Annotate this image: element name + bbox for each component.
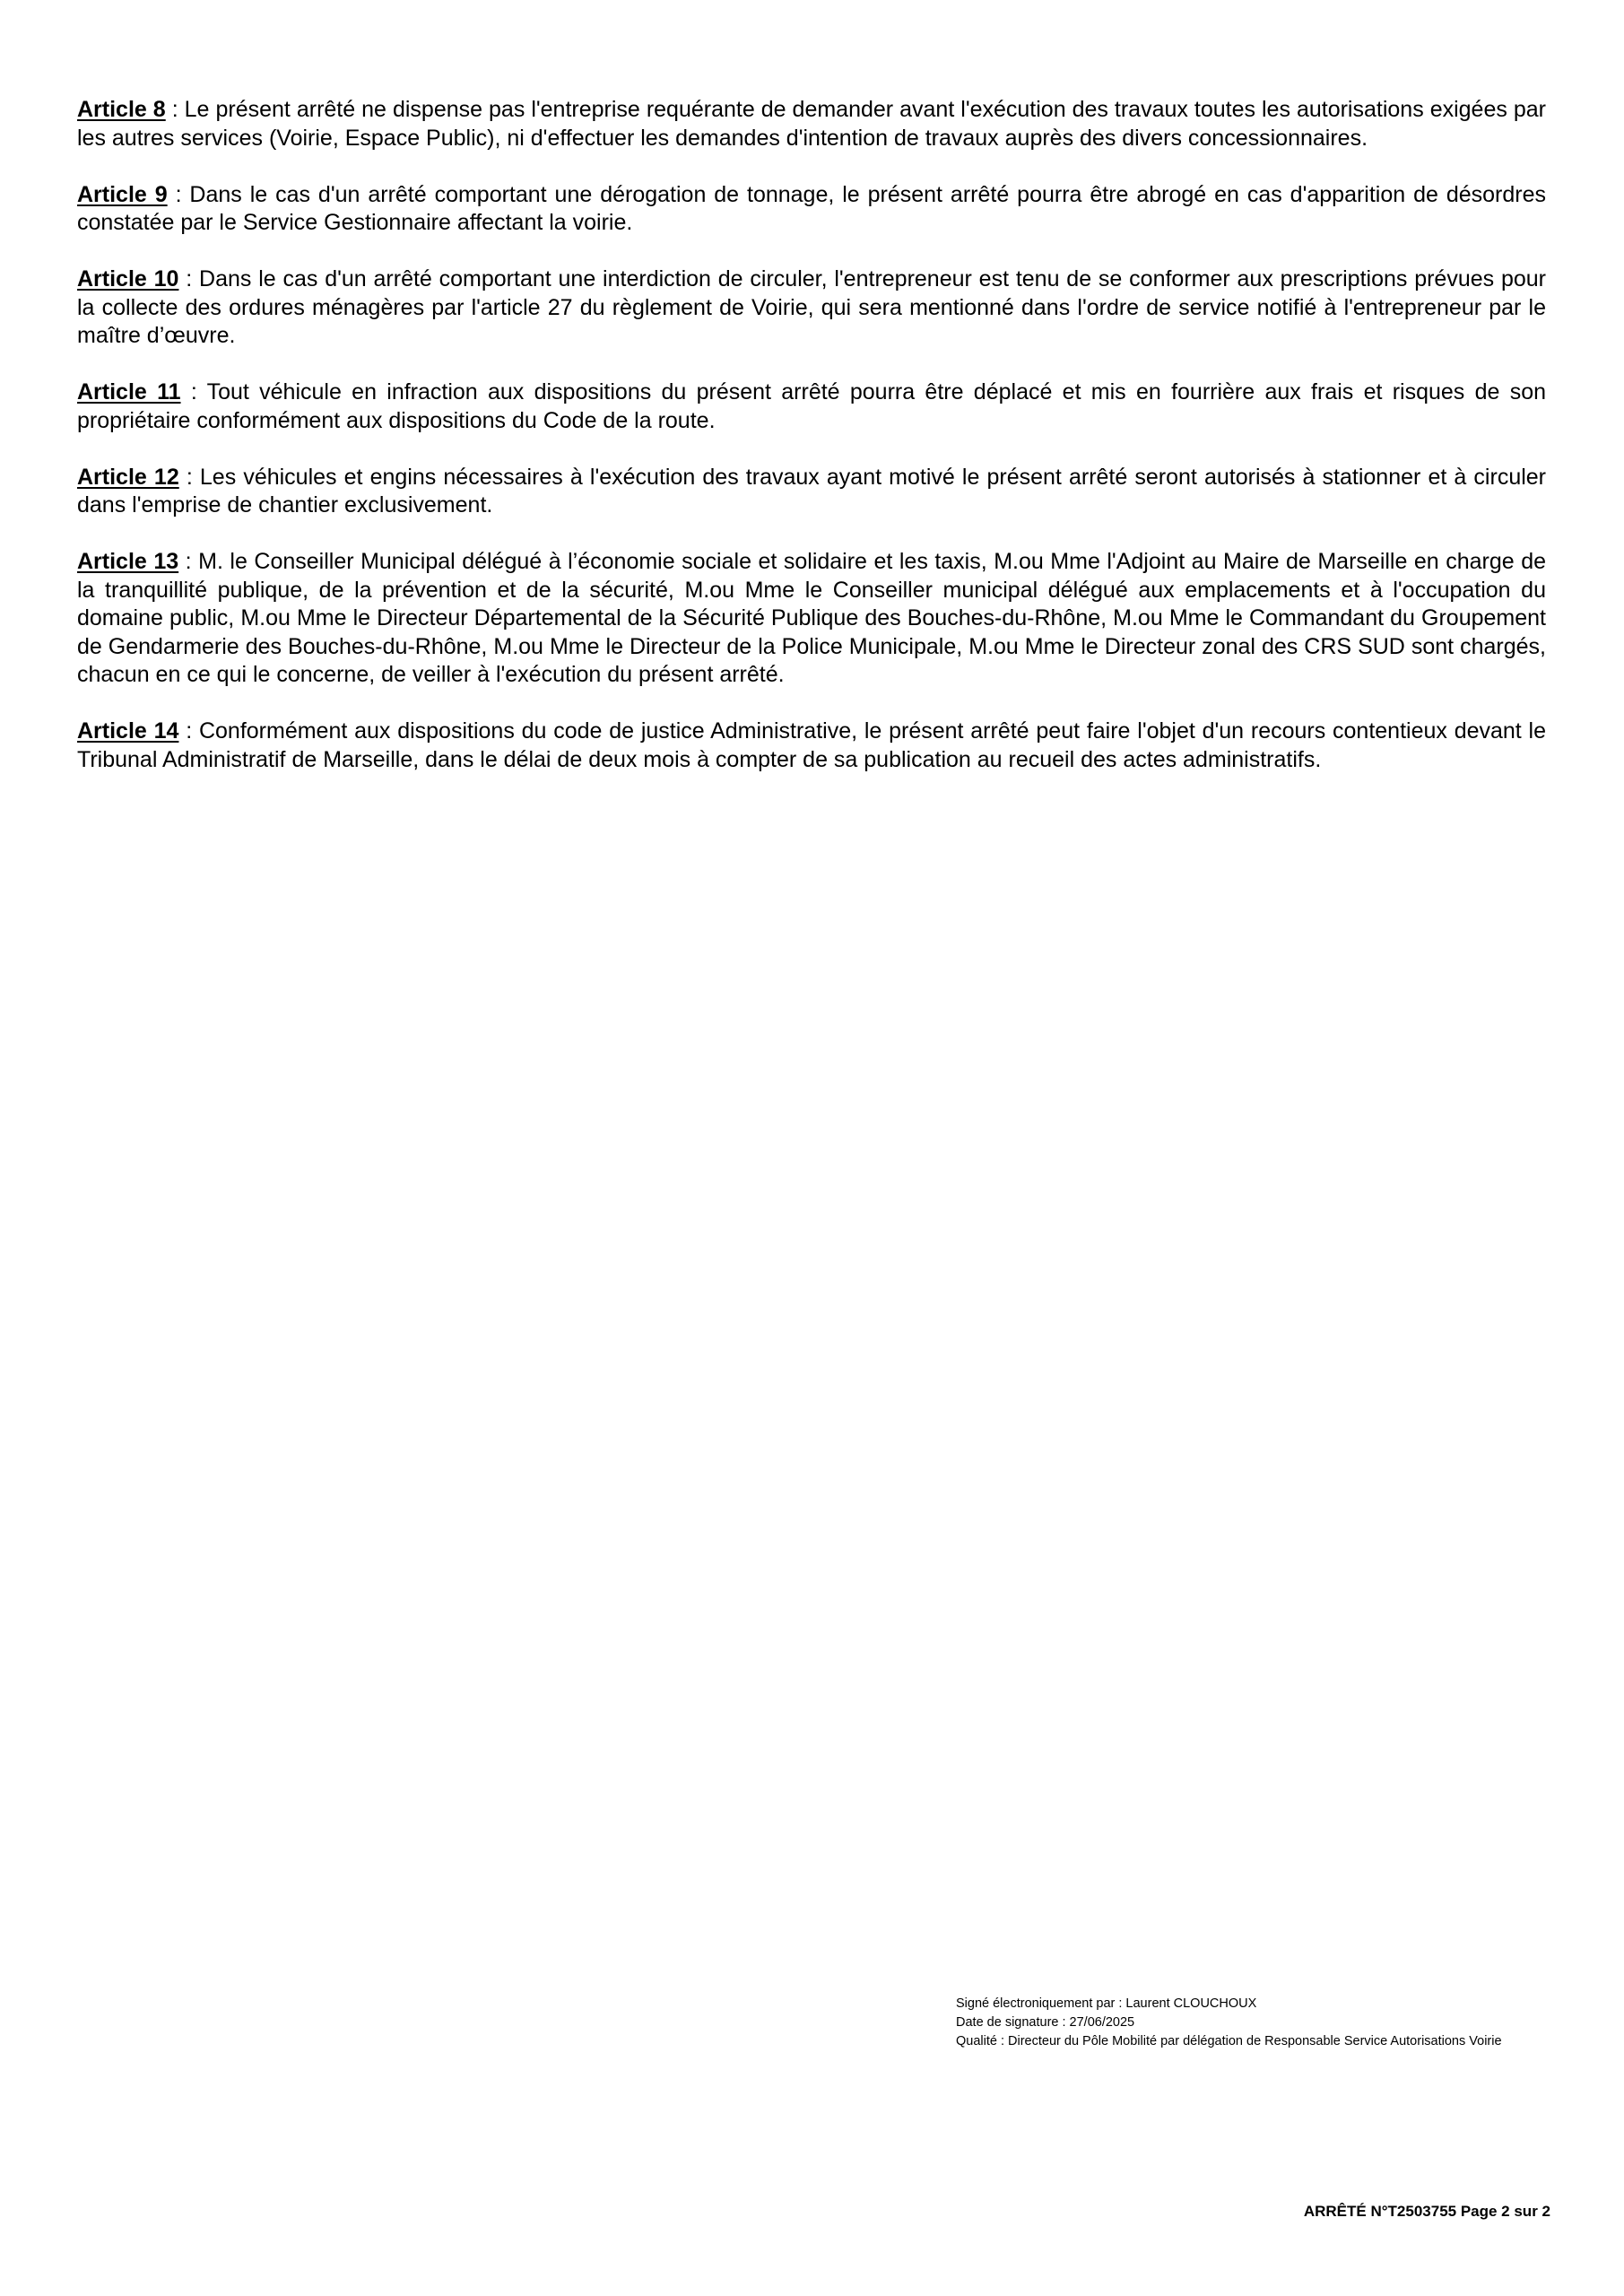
article-text: : Les véhicules et engins nécessaires à l'exécution des travaux ayant motivé le présent arrêté seront autorisés à stationner et à circuler dans l'emprise de chantier exclusivement. bbox=[77, 464, 1547, 517]
article-12 bbox=[77, 464, 1546, 520]
article-label: Article 9 bbox=[77, 181, 168, 207]
signature-date: Date de signature : 27/06/2025 bbox=[956, 2015, 1135, 2030]
article-label: Article 13 bbox=[77, 549, 179, 574]
articles-list bbox=[77, 96, 1546, 803]
article-text: : M. le Conseiller Municipal délégué à l’économie sociale et solidaire et les taxis, M.ou Mme l'Adjoint au Maire de Marseille en charge de la tranquillité publique, de la prévention et de la sécurité, M.ou Mme le Conseiller municipal délégué aux emplacements et à l'occupation du domaine public, M.ou Mme le Directeur Départemental de la Sécurité Publique des Bouches-du-Rhône, M.ou Mme le Commandant du Groupement de Gendarmerie des Bouches-du-Rhône, M.ou Mme le Directeur de la Police Municipale, M.ou Mme le Directeur zonal des CRS SUD sont chargés, chacun en ce qui le concerne, de veiller à l'exécution du présent arrêté. bbox=[77, 549, 1547, 687]
article-label: Article 11 bbox=[77, 379, 181, 404]
article-14 bbox=[77, 718, 1546, 774]
page-footer-reference: ARRÊTÉ N°T2503755 Page 2 sur 2 bbox=[1303, 2203, 1550, 2220]
article-11 bbox=[77, 378, 1546, 435]
article-label: Article 14 bbox=[77, 718, 179, 744]
signature-signed-by: Signé électroniquement par : Laurent CLOUCHOUX bbox=[956, 1996, 1257, 2011]
electronic-signature-block bbox=[956, 1995, 1584, 2051]
article-text: : Le présent arrêté ne dispense pas l'entreprise requérante de demander avant l'exécution des travaux toutes les autorisations exigées par les autres services (Voirie, Espace Public), ni d'effectuer les demandes d'intention de travaux auprès des divers concessionnaires. bbox=[77, 97, 1546, 151]
article-10 bbox=[77, 265, 1546, 351]
article-text: : Dans le cas d'un arrêté comportant une interdiction de circuler, l'entrepreneur est tenu de se conformer aux prescriptions prévues pour la collecte des ordures ménagères par l'article 27 du règlement de Voirie, qui sera mentionné dans l'ordre de service notifié à l'entrepreneur par le maître d’œuvre. bbox=[77, 266, 1546, 348]
signature-quality: Qualité : Directeur du Pôle Mobilité par délégation de Responsable Service Autorisations Voirie bbox=[956, 2034, 1502, 2048]
article-8 bbox=[77, 96, 1546, 152]
article-13 bbox=[77, 548, 1546, 690]
article-text: : Conformément aux dispositions du code de justice Administrative, le présent arrêté peut faire l'objet d'un recours contentieux devant le Tribunal Administratif de Marseille, dans le délai de deux mois à compter de sa publication au recueil des actes administratifs. bbox=[77, 718, 1547, 772]
article-label: Article 8 bbox=[77, 97, 166, 122]
article-text: : Dans le cas d'un arrêté comportant une dérogation de tonnage, le présent arrêté pourra être abrogé en cas d'apparition de désordres constatée par le Service Gestionnaire affectant la voirie. bbox=[77, 181, 1546, 235]
article-text: : Tout véhicule en infraction aux dispositions du présent arrêté pourra être déplacé et mis en fourrière aux frais et risques de son propriétaire conformément aux dispositions du Code de la route. bbox=[77, 379, 1546, 433]
article-label: Article 10 bbox=[77, 266, 179, 291]
article-label: Article 12 bbox=[77, 464, 179, 490]
article-9 bbox=[77, 181, 1546, 238]
